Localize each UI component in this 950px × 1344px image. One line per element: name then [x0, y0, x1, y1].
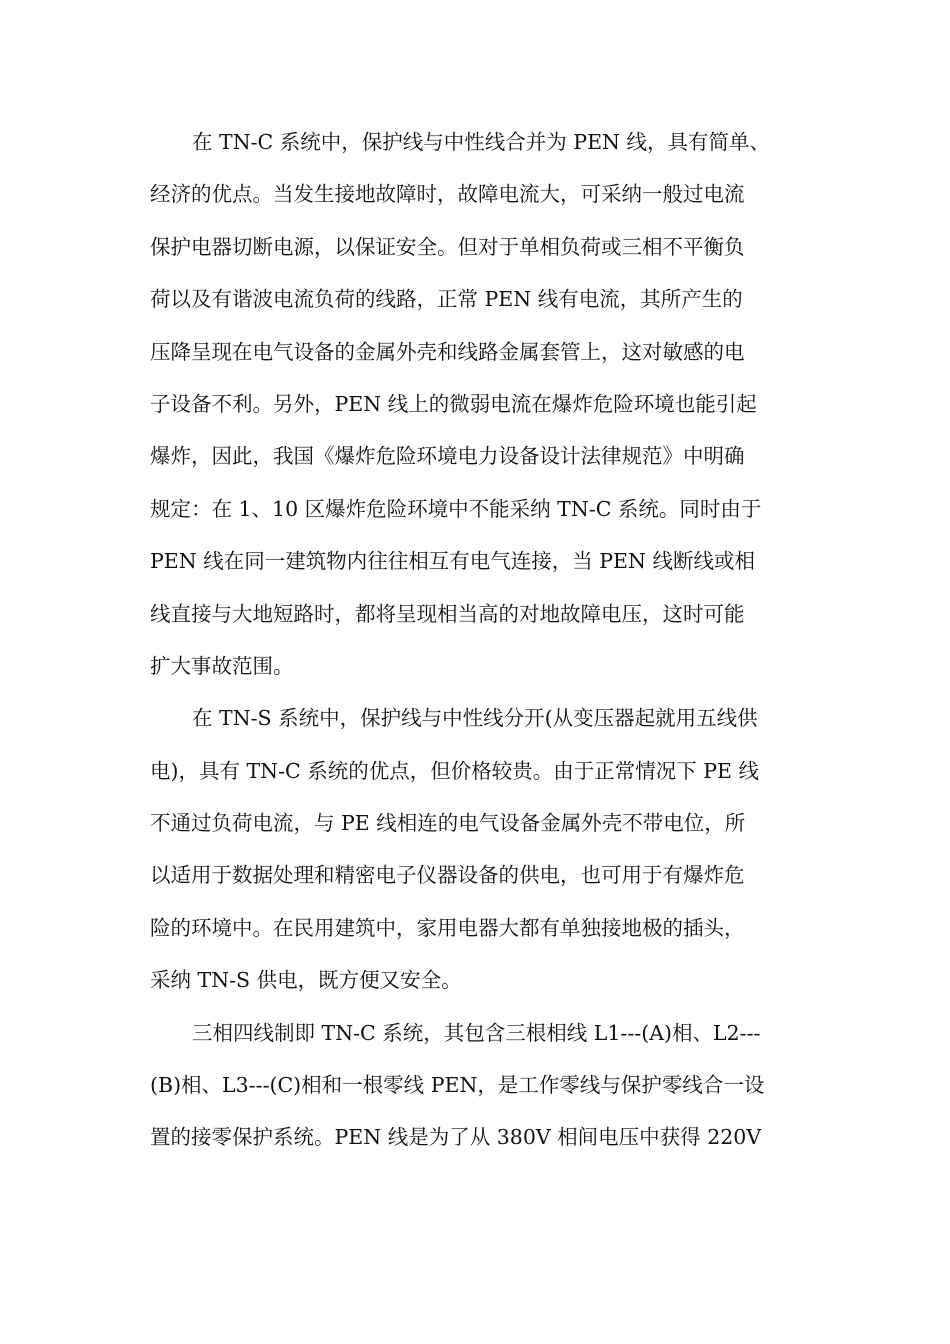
text-line: 经济的优点。当发生接地故障时，故障电流大，可采纳一般过电流 — [150, 182, 745, 207]
paragraph-three-phase-four-wire — [150, 1007, 802, 1164]
document-body — [150, 116, 802, 1164]
text-line: 置的接零保护系统。PEN 线是为了从 380V 相间电压中获得 220V — [150, 1125, 762, 1150]
text-line: 压降呈现在电气设备的金属外壳和线路金属套管上，这对敏感的电 — [150, 339, 745, 364]
text-line: 爆炸，因此，我国《爆炸危险环境电力设备设计法律规范》中明确 — [150, 444, 745, 469]
text-line: 三相四线制即 TN-C 系统，其包含三根相线 L1---(A)相、L2--- — [192, 1020, 761, 1045]
text-line: 荷以及有谐波电流负荷的线路，正常 PEN 线有电流，其所产生的 — [150, 287, 743, 312]
text-line: 子设备不利。另外，PEN 线上的微弱电流在爆炸危险环境也能引起 — [150, 391, 757, 416]
text-line: 规定：在 1、10 区爆炸危险环境中不能采纳 TN-C 系统。同时由于 — [150, 496, 762, 521]
text-line: 以适用于数据处理和精密电子仪器设备的供电，也可用于有爆炸危 — [150, 863, 745, 888]
paragraph-tn-c — [150, 116, 802, 692]
text-line: 扩大事故范围。 — [150, 653, 294, 678]
text-line: 险的环境中。在民用建筑中，家用电器大都有单独接地极的插头， — [150, 915, 745, 940]
text-line: 在 TN-S 系统中，保护线与中性线分开(从变压器起就用五线供 — [192, 706, 758, 731]
text-line: 保护电器切断电源，以保证安全。但对于单相负荷或三相不平衡负 — [150, 234, 745, 259]
text-line: 采纳 TN-S 供电，既方便又安全。 — [150, 968, 462, 993]
text-line: (B)相、L3---(C)相和一根零线 PEN，是工作零线与保护零线合一设 — [150, 1073, 765, 1098]
text-line: 线直接与大地短路时，都将呈现相当高的对地故障电压，这时可能 — [150, 601, 745, 626]
paragraph-tn-s — [150, 692, 802, 1006]
text-line: 不通过负荷电流，与 PE 线相连的电气设备金属外壳不带电位，所 — [150, 811, 746, 836]
text-line: 在 TN-C 系统中，保护线与中性线合并为 PEN 线，具有简单、 — [192, 130, 770, 154]
text-line: 电)，具有 TN-C 系统的优点，但价格较贵。由于正常情况下 PE 线 — [150, 758, 760, 783]
text-line: PEN 线在同一建筑物内往往相互有电气连接，当 PEN 线断线或相 — [150, 549, 755, 574]
